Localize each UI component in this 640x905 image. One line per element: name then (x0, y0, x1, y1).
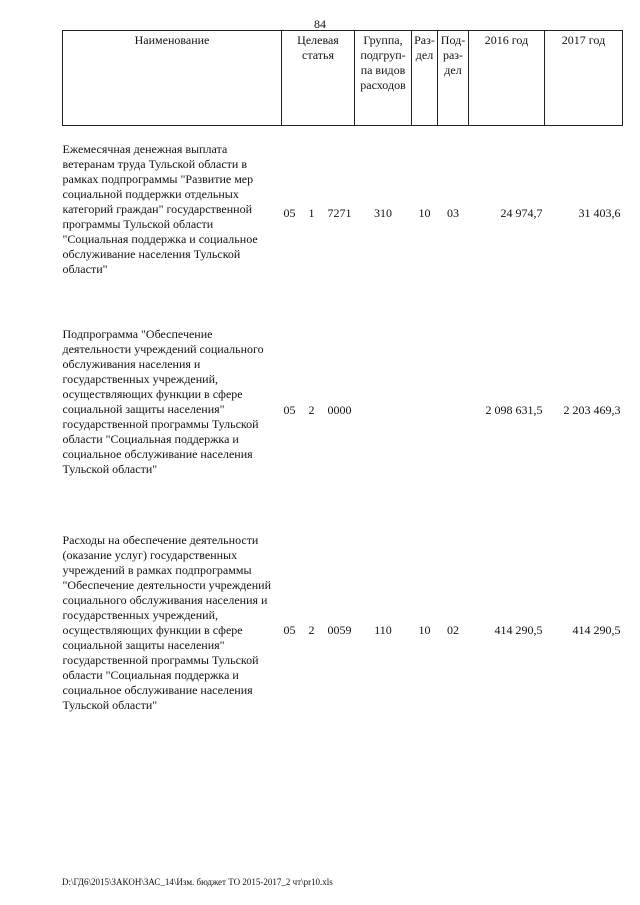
row-amount-2017: 2 203 469,3 (563, 403, 621, 417)
cs-program: 05 (283, 403, 296, 417)
row-target-article (282, 301, 355, 491)
cs-direction: 0000 (327, 403, 352, 417)
row-subsection: 02 (447, 623, 459, 637)
cs-subprogram: 2 (308, 403, 315, 417)
row-target-article (282, 491, 355, 731)
row-name (63, 126, 282, 301)
row-name-text: Расходы на обеспечение деятельности (оказание услуг) государственных учреждений в рамках подпрограммы "Обеспечение деятельности учреждений социального обслуживания населения и государственных учреждений, осуществляющих функции в сфере социальной защиты населения" государственной программы Тульской области "Социальная поддержка и социальное обслуживание населения Тульской области" (62, 532, 271, 712)
cs-program: 05 (283, 205, 296, 220)
row-amount-2016: 24 974,7 (500, 205, 543, 220)
row-name-text: Подпрограмма "Обеспечение деятельности учреждений социального обслуживания населения и государственных учреждений, осуществляющих функции в сфере социальной защиты населения" государственной программы Тульской области "Социальная поддержка и социальное обслуживание населения Тульской области" (62, 326, 264, 476)
cs-direction: 7271 (327, 205, 352, 220)
row-group: 310 (374, 205, 392, 220)
row-target-article (282, 126, 355, 301)
table-row (63, 491, 623, 731)
header-section: Раз-дел (412, 31, 438, 126)
header-name: Наименование (63, 31, 282, 126)
row-section: 10 (418, 205, 431, 220)
cs-program: 05 (283, 623, 296, 637)
header-group: Группа, подгруп-па видов расходов (355, 31, 412, 126)
row-name-text: Ежемесячная денежная выплата ветеранам труда Тульской области в рамках подпрограммы "Развитие мер социальной поддержки отдельных категорий граждан" государственной программы Тульской области "Социальная поддержка и социальное обслуживание населения Тульской области" (62, 142, 258, 276)
row-subsection (438, 301, 469, 491)
row-amount-2017: 31 403,6 (578, 205, 621, 220)
cs-direction: 0059 (327, 623, 352, 637)
budget-table (62, 30, 623, 731)
file-path-footer: D:\ГД6\2015\ЗАКОН\ЗАС_14\Изм. бюджет ТО 2015-2017_2 чт\pr10.xls (62, 877, 333, 887)
row-section: 10 (418, 623, 431, 637)
row-group: 110 (374, 623, 392, 637)
row-name (63, 301, 282, 491)
row-amount-2016: 414 290,5 (494, 623, 543, 637)
row-amount-2017: 414 290,5 (572, 623, 621, 637)
row-group (355, 301, 412, 491)
table-header (63, 31, 623, 126)
row-subsection: 03 (447, 205, 459, 220)
header-subsection: Под-раз-дел (438, 31, 469, 126)
header-year-2017: 2017 год (545, 31, 623, 126)
cs-subprogram: 1 (308, 205, 315, 220)
row-name (63, 491, 282, 731)
table-row (63, 126, 623, 301)
header-target-article: Целевая статья (282, 31, 355, 126)
header-year-2016: 2016 год (469, 31, 545, 126)
row-amount-2016: 2 098 631,5 (485, 403, 543, 417)
row-section (412, 301, 438, 491)
table-row (63, 301, 623, 491)
cs-subprogram: 2 (308, 623, 315, 637)
page-number: 84 (314, 17, 326, 31)
